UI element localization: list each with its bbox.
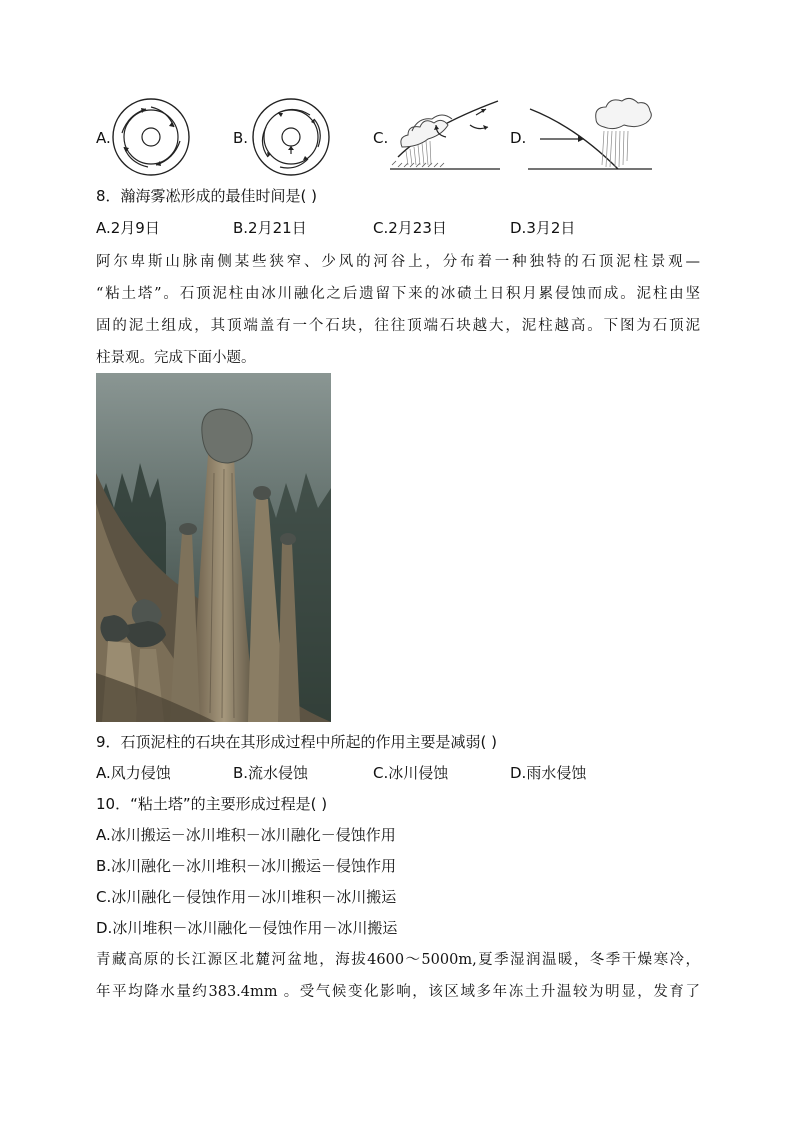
q9-option-d: D.雨水侵蚀 — [510, 764, 587, 782]
q10-option-b: B.冰川融化－冰川堆积－冰川搬运－侵蚀作用 — [96, 857, 397, 875]
passage-line: 柱景观。完成下面小题。 — [96, 350, 256, 366]
q8-option-b: B.2月21日 — [233, 219, 307, 237]
passage-earth-pyramids — [96, 252, 700, 380]
q10-option-d: D.冰川堆积－冰川融化－侵蚀作用－冰川搬运 — [96, 919, 398, 937]
anticyclone-ring-icon — [250, 97, 332, 177]
passage-yangtze-source — [96, 950, 700, 1014]
question-10-stem: 10．“粘土塔”的主要形成过程是( ) — [96, 795, 328, 813]
warm-front-icon — [526, 97, 654, 173]
passage-line: “粘土塔”。石顶泥柱由冰川融化之后遗留下来的冰碛土日积月累侵蚀而成。泥柱由坚 — [96, 286, 700, 302]
q9-option-b: B.流水侵蚀 — [233, 764, 309, 782]
earth-pyramid-photo — [96, 373, 331, 722]
q9-option-a: A.风力侵蚀 — [96, 764, 171, 782]
passage-line: 固的泥土组成，其顶端盖有一个石块，往往顶端石块越大，泥柱越高。下图为石顶泥 — [96, 318, 700, 334]
option-a-label: A. — [96, 129, 111, 147]
q10-option-c: C.冰川融化－侵蚀作用－冰川堆积－冰川搬运 — [96, 888, 397, 906]
question-9-stem: 9．石顶泥柱的石块在其形成过程中所起的作用主要是减弱( ) — [96, 733, 498, 751]
q8-option-a: A.2月9日 — [96, 219, 160, 237]
passage-line: 年平均降水量约383.4mm 。受气候变化影响，该区域多年冻土升温较为明显，发育了 — [96, 984, 700, 1000]
q8-option-c: C.2月23日 — [373, 219, 447, 237]
cyclone-ring-icon — [110, 97, 192, 177]
question-8-stem: 8．瀚海雾凇形成的最佳时间是( ) — [96, 187, 318, 205]
option-b-label: B. — [233, 129, 249, 147]
cold-front-icon — [388, 97, 503, 173]
passage-line: 青藏高原的长江源区北麓河盆地，海拔4600～5000m,夏季湿润温暖，冬季干燥寒冷， — [96, 952, 700, 968]
option-d-label: D. — [510, 129, 527, 147]
q9-option-c: C.冰川侵蚀 — [373, 764, 449, 782]
passage-line: 阿尔卑斯山脉南侧某些狭窄、少风的河谷上，分布着一种独特的石顶泥柱景观— — [96, 254, 700, 270]
option-c-label: C. — [373, 129, 389, 147]
q10-option-a: A.冰川搬运－冰川堆积－冰川融化－侵蚀作用 — [96, 826, 396, 844]
q8-option-d: D.3月2日 — [510, 219, 576, 237]
